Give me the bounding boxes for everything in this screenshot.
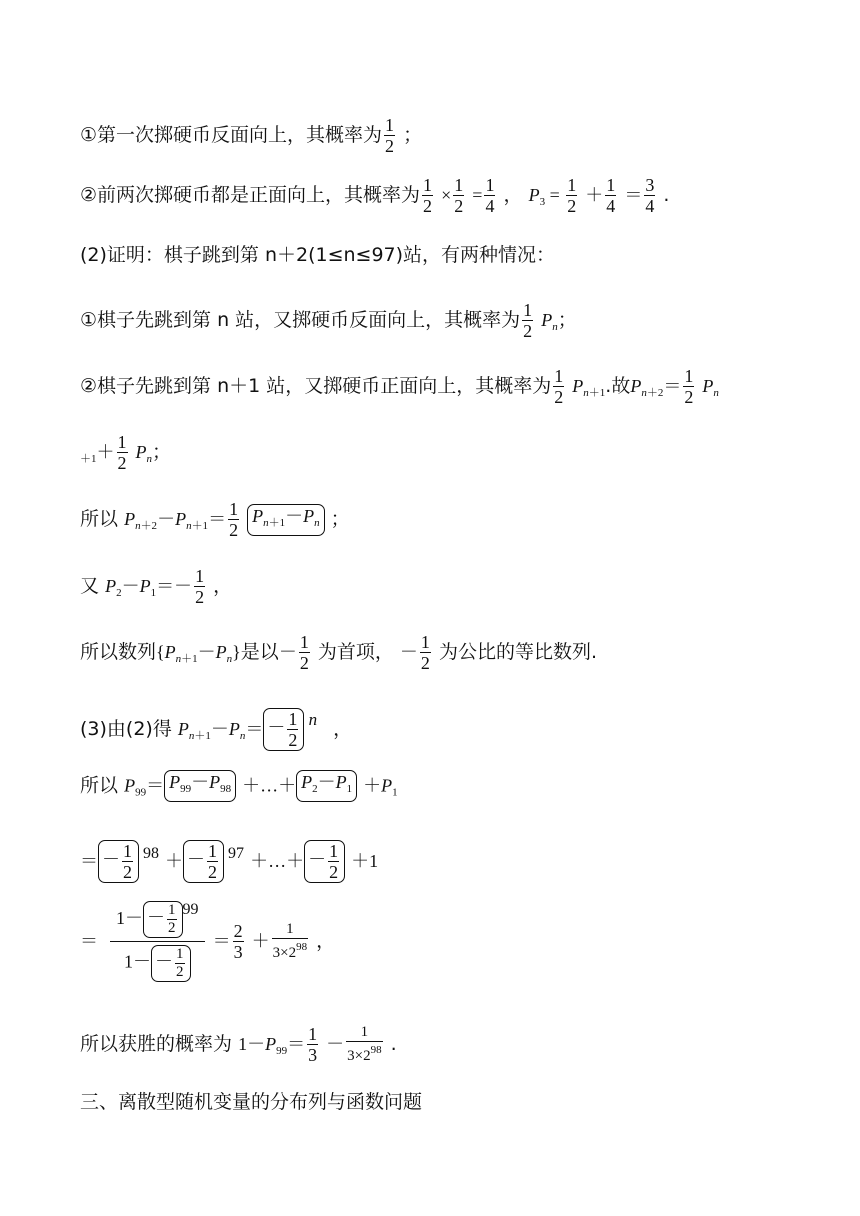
line-first-toss-tails: ①第一次掷硬币反面向上，其概率为 $\frac{1}{2}$ ； <box>80 115 423 156</box>
line-case-two: ②棋子先跳到第 n＋1 站，又掷硬币正面向上，其概率为 $\frac{1}{2}$ $P_{n+1}$.故$P_{n+2}=$ $\frac{1}{2}$ $P_n$ <box>80 366 719 407</box>
line-win-probability: 所以获胜的概率为 $1-P_{99}=$ $\frac{1}{3}$ － $\frac{1}{3\times 2^{98}}$ . <box>80 1024 397 1065</box>
section-heading: 三、离散型随机变量的分布列与函数问题 <box>80 1091 423 1113</box>
line-case-one: ①棋子先跳到第 n 站，又掷硬币反面向上，其概率为 $\frac{1}{2}$ $P_n$； <box>80 300 577 341</box>
line-two-heads: ②前两次掷硬币都是正面向上，其概率为 $\frac{1}{2}$ × $\frac{1}{2}$ = $\frac{1}{4}$ ， $P_3$ = $\frac{1}{2}$ ＋ $\frac{1}{4}$ ＝ $\frac{3}{4}$ . <box>80 175 670 216</box>
line-recurrence: 所以 $P_{n+2}-P_{n+1}=$ $\frac{1}{2}$ $P_{n+1}-P_n$ ； <box>80 499 350 540</box>
line-initial-difference: 又 $P_2-P_1=-$ $\frac{1}{2}$ ， <box>80 566 233 607</box>
line-power-sum: ＝ － $\frac{1}{2}$ $^{98}$ ＋ － $\frac{1}{2}$ $^{97}$ ＋…＋ － $\frac{1}{2}$ ＋1 <box>80 841 379 882</box>
fraction-geometric-sum: 1－ － $\frac{1}{2}$ 99 1－ － $\frac{1}{2}$ <box>110 900 205 982</box>
paren-group: $P_{n+1}-P_n$ <box>247 504 325 536</box>
fraction-one-half: $\frac{1}{2}$ <box>385 115 395 156</box>
line-case-two-continued: $_{+1}$＋ $\frac{1}{2}$ $P_n$； <box>80 432 172 473</box>
line-geometric-formula: ＝ 1－ － $\frac{1}{2}$ 99 1－ － $\frac{1}{2}$ ＝ $\frac{2}{3}$ ＋ $\frac{1}{3\times 2^{98}}$ ， <box>80 901 336 981</box>
line-geometric-sequence: 所以数列$\{P_{n+1}-P_n\}$是以－ $\frac{1}{2}$ 为首项， － $\frac{1}{2}$ 为公比的等比数列. <box>80 632 598 673</box>
line-sum-expansion: 所以 $P_{99}= P_{99}-P_{98}$ ＋…＋ $P_2-P_1 +P_1$ <box>80 770 398 805</box>
line-part-three: (3)由(2)得 $P_{n+1}-P_n=$ － $\frac{1}{2}$ n ， <box>80 709 353 750</box>
line-proof-intro: (2)证明：棋子跳到第 n＋2(1≤n≤97)站，有两种情况： <box>80 244 556 266</box>
